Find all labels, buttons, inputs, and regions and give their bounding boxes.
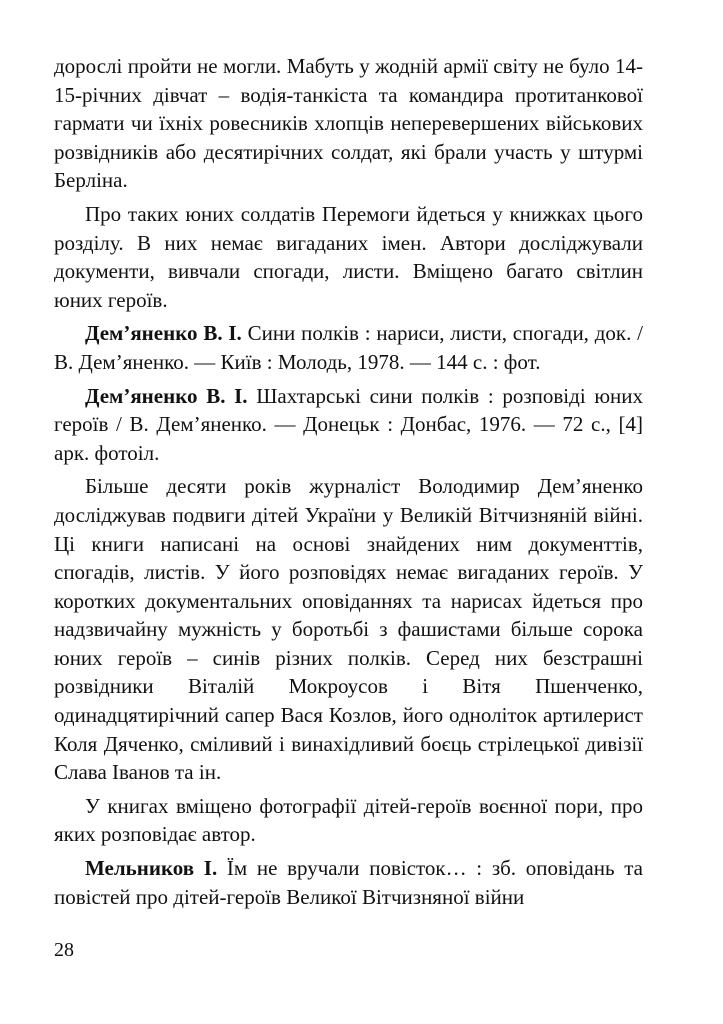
paragraph-annotation-photos: [54, 792, 643, 849]
paragraph-annotation: [54, 472, 643, 787]
page-body: [54, 52, 643, 916]
bibliography-entry: [54, 319, 643, 376]
entry-text: Сини полків : нариси, листи, спогади, док. / В. Дем’яненко. — Київ : Молодь, 1978. — 144 с. : фот.: [54, 321, 643, 374]
entry-author: Мельников І.: [85, 856, 218, 881]
paragraph-text: Про таких юних солдатів Перемоги йдеться у книжках цього розділу. В них немає вигаданих імен. Автори досліджували документи, вивчали спогади, листи. Вміщено багато світлин юних героїв.: [54, 201, 643, 312]
bibliography-entry: [54, 854, 643, 911]
paragraph-section-description: [54, 200, 643, 314]
bibliography-entry: [54, 382, 643, 468]
entry-text: Їм не вручали повісток… : зб. оповідань та повістей про дітей-героїв Великої Вітчизняної війни: [54, 856, 643, 909]
entry-author: Дем’яненко В. І.: [85, 383, 248, 408]
paragraph-text: У книгах вміщено фотографії дітей-героїв воєнної пори, про яких розповідає автор.: [54, 793, 643, 847]
paragraph-text: Більше десяти років журналіст Володимир Дем’яненко досліджував подвиги дітей України у Великій Вітчизняній війні. Ці книги написані на основі знайдених ним документтів, спогадів, листів. У його розповідях немає вигаданих героїв. У коротких документальних оповіданнях та нарисах йдеться про надзвичайну мужність у боротьбі з фашистами більше сорока юних героїв – синів різних полків. Серед них безстрашні розвідники Віталій Мокроусов і Вітя Пшенченко, одинадцятирічний сапер Вася Козлов, його одноліток артилерист Коля Дяченко, сміливий і винахідливий боєць стрілецької дивізії Слава Іванов та ін.: [54, 474, 643, 785]
paragraph-intro-continuation: [54, 52, 643, 195]
paragraph-text: дорослі пройти не могли. Мабуть у жодній армії світу не було 14-15-річних дівчат – водія-танкіста та командира протитанкової гармати чи їхніх ровесників хлопців неперевершених військових розвідників або десятирічних солдат, які брали участь у штурмі Берліна.: [54, 54, 643, 193]
entry-author: Дем’яненко В. І.: [85, 321, 242, 346]
entry-text: Шахтарські сини полків : розповіді юних героїв / В. Дем’яненко. — Донецьк : Донбас, 1976. — 72 с., [4] арк. фотоіл.: [54, 383, 643, 465]
page-number: 28: [54, 939, 74, 961]
